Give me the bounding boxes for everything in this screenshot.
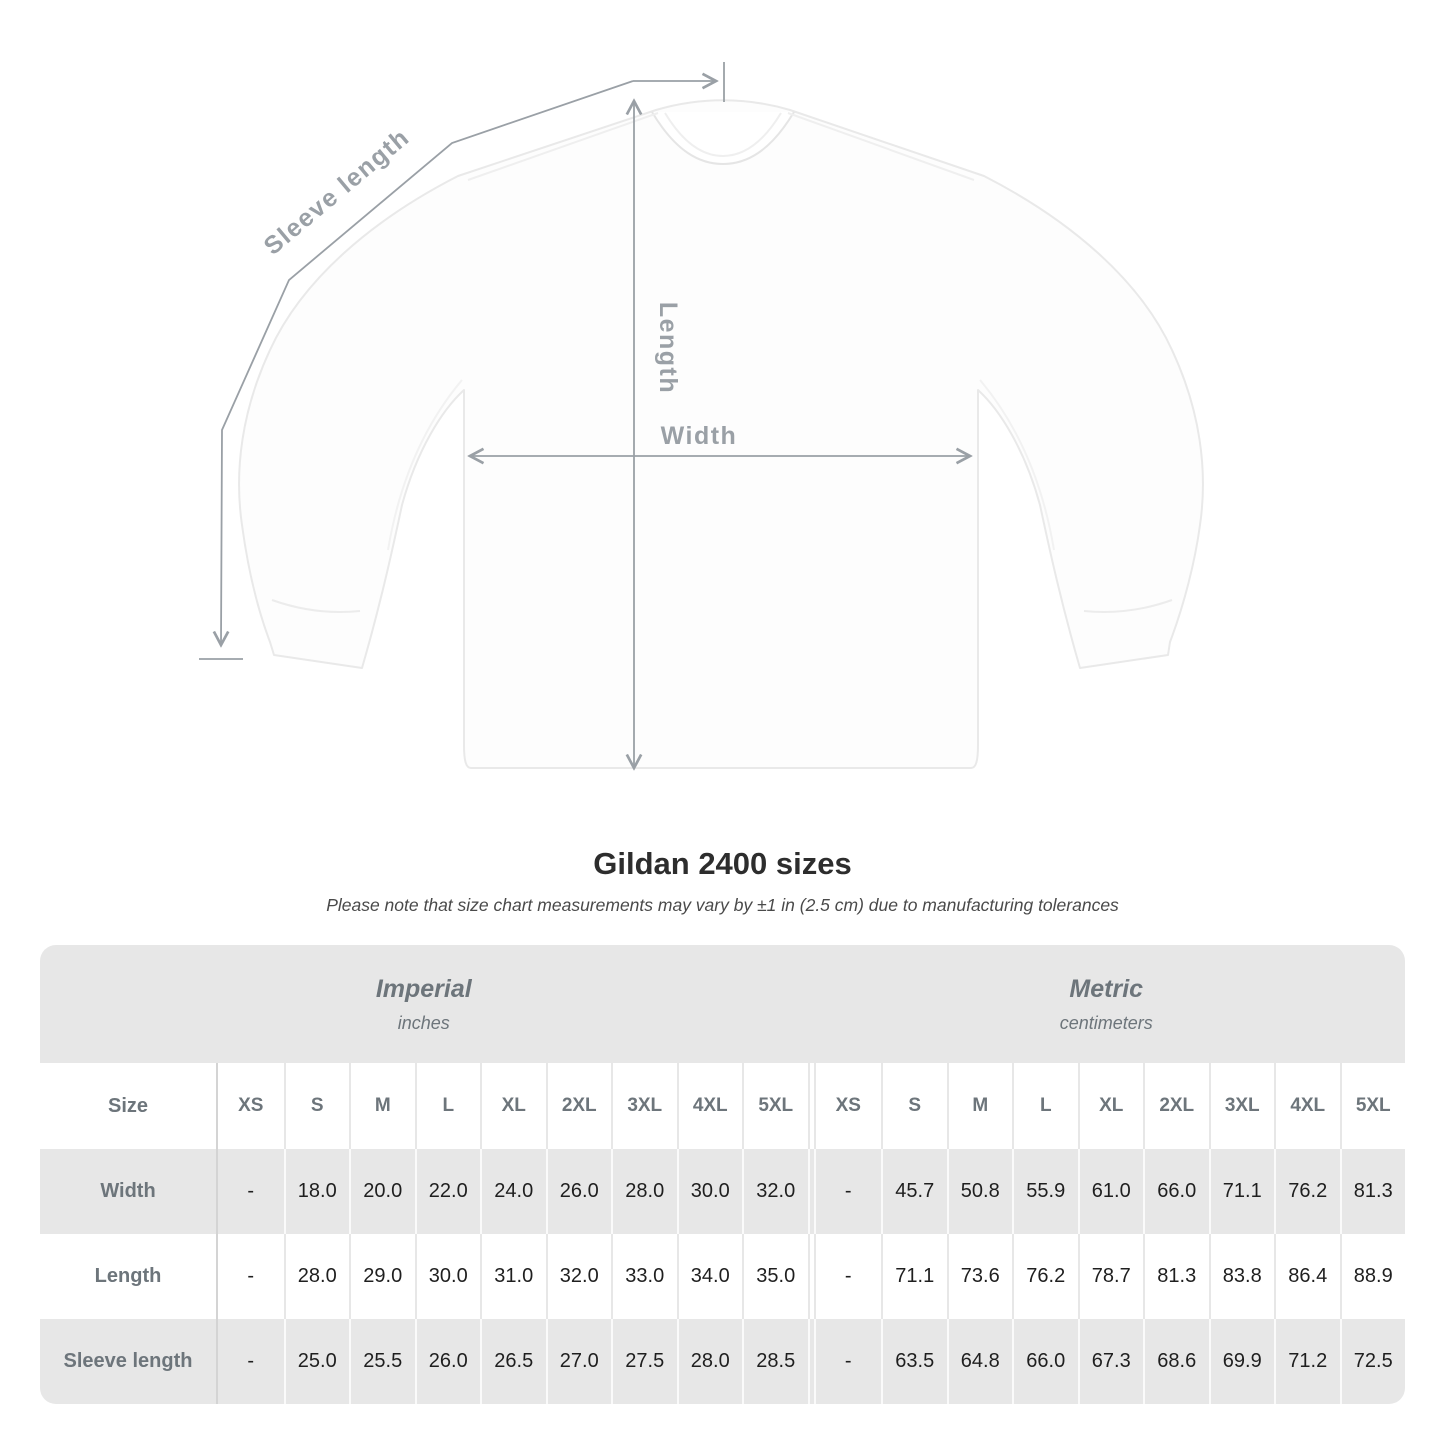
value-cell: 32.0 [546, 1234, 612, 1319]
value-cell: 25.5 [349, 1319, 415, 1404]
unit-group-metric [808, 945, 1406, 1063]
metric-group-label: Metric [1069, 974, 1144, 1003]
value-cell: 26.0 [546, 1149, 612, 1234]
value-cell: 73.6 [947, 1234, 1013, 1319]
imperial-group-label: Imperial [375, 974, 472, 1003]
value-cell: 24.0 [480, 1149, 546, 1234]
size-header-cell: XS [816, 1063, 882, 1149]
table-half-divider [808, 1149, 816, 1234]
table-half-divider [808, 1319, 816, 1404]
value-cell: - [816, 1319, 882, 1404]
imperial-group-unit: inches [397, 1012, 450, 1033]
value-cell: 64.8 [947, 1319, 1013, 1404]
value-cell: 72.5 [1340, 1319, 1406, 1404]
row-label-sleeve-length: Sleeve length [40, 1319, 218, 1404]
value-cell: 86.4 [1274, 1234, 1340, 1319]
sleeve-length-label: Sleeve length [258, 123, 416, 261]
value-cell: 25.0 [284, 1319, 350, 1404]
size-header-cell: 4XL [677, 1063, 743, 1149]
value-cell: 71.1 [881, 1234, 947, 1319]
value-cell: 31.0 [480, 1234, 546, 1319]
value-cell: - [218, 1234, 284, 1319]
table-half-divider [808, 1063, 816, 1149]
size-header-cell: 3XL [611, 1063, 677, 1149]
size-header-cell: L [1012, 1063, 1078, 1149]
size-header-cell: XL [480, 1063, 546, 1149]
size-header-cell: S [284, 1063, 350, 1149]
value-cell: 45.7 [881, 1149, 947, 1234]
size-header-cell: M [349, 1063, 415, 1149]
value-cell: 26.5 [480, 1319, 546, 1404]
width-label: Width [660, 422, 738, 450]
metric-group-unit: centimeters [1059, 1012, 1153, 1033]
size-header-cell: XS [218, 1063, 284, 1149]
size-header-cell: S [881, 1063, 947, 1149]
value-cell: 35.0 [742, 1234, 808, 1319]
value-cell: 76.2 [1012, 1234, 1078, 1319]
size-table [40, 945, 1405, 1404]
value-cell: 30.0 [677, 1149, 743, 1234]
value-cell: 33.0 [611, 1234, 677, 1319]
value-cell: 28.5 [742, 1319, 808, 1404]
size-header-cell: 5XL [742, 1063, 808, 1149]
value-cell: 18.0 [284, 1149, 350, 1234]
value-cell: 27.5 [611, 1319, 677, 1404]
length-label: Length [654, 301, 682, 395]
value-cell: 29.0 [349, 1234, 415, 1319]
value-cell: - [218, 1149, 284, 1234]
value-cell: 78.7 [1078, 1234, 1144, 1319]
value-cell: 76.2 [1274, 1149, 1340, 1234]
value-cell: 26.0 [415, 1319, 481, 1404]
value-cell: 66.0 [1143, 1149, 1209, 1234]
value-cell: 81.3 [1340, 1149, 1406, 1234]
size-header-cell: XL [1078, 1063, 1144, 1149]
size-header-cell: 2XL [1143, 1063, 1209, 1149]
value-cell: 81.3 [1143, 1234, 1209, 1319]
value-cell: 34.0 [677, 1234, 743, 1319]
value-cell: - [816, 1149, 882, 1234]
size-header-cell: 2XL [546, 1063, 612, 1149]
value-cell: 66.0 [1012, 1319, 1078, 1404]
value-cell: 55.9 [1012, 1149, 1078, 1234]
value-cell: 28.0 [284, 1234, 350, 1319]
value-cell: - [816, 1234, 882, 1319]
value-cell: 20.0 [349, 1149, 415, 1234]
value-cell: 68.6 [1143, 1319, 1209, 1404]
value-cell: 27.0 [546, 1319, 612, 1404]
size-header-cell: L [415, 1063, 481, 1149]
size-header-cell: 5XL [1340, 1063, 1406, 1149]
value-cell: 71.2 [1274, 1319, 1340, 1404]
value-cell: - [218, 1319, 284, 1404]
size-column-header: Size [40, 1063, 218, 1149]
page-title: Gildan 2400 sizes [593, 846, 852, 881]
value-cell: 30.0 [415, 1234, 481, 1319]
size-header-cell: 4XL [1274, 1063, 1340, 1149]
row-label-width: Width [40, 1149, 218, 1234]
value-cell: 32.0 [742, 1149, 808, 1234]
value-cell: 22.0 [415, 1149, 481, 1234]
value-cell: 28.0 [677, 1319, 743, 1404]
value-cell: 88.9 [1340, 1234, 1406, 1319]
unit-group-imperial [40, 945, 808, 1063]
table-half-divider [808, 1234, 816, 1319]
title-block [0, 846, 1445, 916]
value-cell: 28.0 [611, 1149, 677, 1234]
value-cell: 69.9 [1209, 1319, 1275, 1404]
size-header-cell: 3XL [1209, 1063, 1275, 1149]
value-cell: 71.1 [1209, 1149, 1275, 1234]
value-cell: 67.3 [1078, 1319, 1144, 1404]
size-header-cell: M [947, 1063, 1013, 1149]
value-cell: 50.8 [947, 1149, 1013, 1234]
value-cell: 61.0 [1078, 1149, 1144, 1234]
value-cell: 83.8 [1209, 1234, 1275, 1319]
value-cell: 63.5 [881, 1319, 947, 1404]
page-subtitle: Please note that size chart measurements may vary by ±1 in (2.5 cm) due to manufacturing tolerances [326, 895, 1119, 915]
row-label-length: Length [40, 1234, 218, 1319]
